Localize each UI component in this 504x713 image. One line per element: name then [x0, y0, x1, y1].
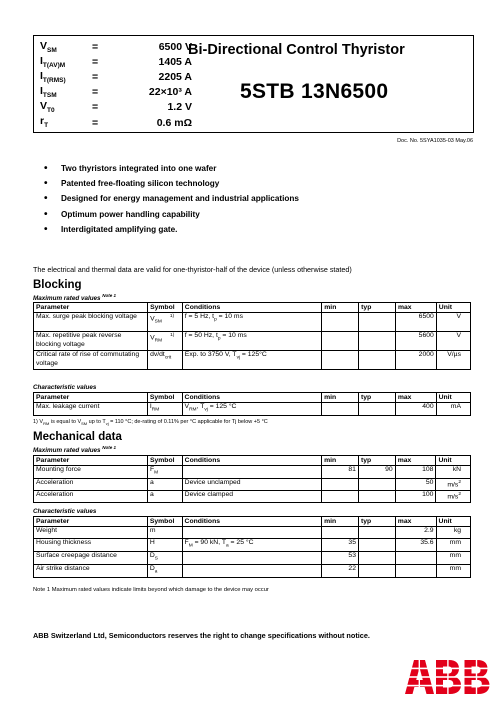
typ-cell: 90 — [358, 466, 395, 479]
symbol-text: H — [149, 539, 155, 546]
spec-value: 0.6 mΩ — [156, 116, 192, 129]
column-header-max: max — [395, 393, 436, 403]
parameter-cell: Air strike distance — [34, 564, 148, 577]
conditions-cell — [182, 313, 321, 332]
symbol-text: a — [149, 478, 154, 486]
conditions-text: = 10 ms — [220, 332, 247, 339]
min-cell — [322, 313, 359, 332]
conditions-cell — [182, 478, 321, 490]
unit-cell — [436, 551, 470, 564]
feature-item: • Designed for energy management and industrial applications — [44, 192, 299, 207]
spec-equals — [92, 39, 132, 54]
footnote-ref: 1) — [170, 333, 175, 338]
unit-cell — [436, 351, 470, 370]
unit-cell — [436, 490, 471, 502]
equals-sign: = — [92, 86, 99, 99]
parameter-cell: Surface creepage distance — [34, 551, 148, 564]
conditions-text: = 90 kN, T — [192, 539, 226, 546]
table-row — [34, 490, 471, 502]
spec-equals — [92, 100, 132, 115]
symbol-cell — [148, 351, 183, 370]
column-header-typ: typ — [359, 393, 396, 403]
max-rated-label: Maximum rated values $^{Note 1}$ — [33, 293, 117, 303]
conditions-cell — [182, 539, 322, 552]
unit-cell — [436, 539, 470, 552]
blocking-footnote: 1) $V_{RM}$ is equal to $V_{SM}$ up to $T_{vj} = 110$ °C; de-rating of 0.11% per °C applicable for Tj below +5 °C — [33, 419, 268, 427]
conditions-text: f = 50 Hz, t — [184, 332, 218, 339]
key-spec-row — [36, 115, 192, 130]
symbol-subscript: S — [154, 556, 158, 562]
equals-sign: = — [92, 116, 99, 129]
document-title: Bi-Directional Control Thyristor — [188, 42, 405, 58]
equals-sign: = — [92, 101, 99, 114]
unit-exponent: 2 — [458, 491, 461, 497]
column-header-unit: Unit — [436, 303, 470, 313]
typ-cell — [358, 539, 395, 552]
equals-sign: = — [92, 70, 99, 83]
column-header-param: Parameter — [34, 393, 148, 403]
conditions-cell — [182, 332, 321, 351]
column-header-max: max — [395, 517, 436, 527]
parameter-cell: Max. leakage current — [34, 403, 148, 416]
spec-equals — [92, 85, 132, 100]
column-header-min: min — [322, 456, 359, 466]
note-1: Note 1 Maximum rated values indicate limits beyond which damage to the device may occur — [33, 587, 269, 593]
symbol-text: a — [149, 490, 154, 498]
column-header-unit: Unit — [436, 456, 471, 466]
spec-value: 1405 A — [158, 55, 192, 68]
parameter-cell: Acceleration — [34, 490, 148, 502]
spec-symbol-letter: I — [40, 54, 43, 67]
conditions-subscript: p — [214, 317, 217, 323]
equals-sign: = — [92, 55, 99, 68]
max-cell: 50 — [395, 478, 436, 490]
spec-symbol-subscript: T(AV)M — [42, 61, 66, 69]
table-row — [34, 539, 471, 552]
spec-symbol-letter: V — [40, 100, 48, 113]
min-cell — [322, 527, 359, 539]
conditions-text: f = 5 Hz, t — [184, 313, 215, 320]
spec-symbol-subscript: T — [44, 122, 49, 130]
typ-cell — [358, 527, 395, 539]
symbol-subscript: SM — [154, 319, 162, 325]
unit-text: V — [456, 313, 461, 320]
unit-cell — [436, 564, 470, 577]
max-cell: 6500 — [395, 313, 436, 332]
table-row — [34, 403, 471, 416]
conditions-text: Exp. to 3750 V, T — [184, 351, 237, 358]
column-header-cond: Conditions — [182, 393, 322, 403]
column-header-min: min — [322, 303, 359, 313]
symbol-subscript: RM — [154, 338, 163, 344]
conditions-text: = 125°C — [240, 351, 267, 358]
spec-symbol-letter: V — [40, 39, 48, 52]
min-cell — [322, 490, 359, 502]
min-cell: 22 — [322, 564, 359, 577]
part-number: 5STB 13N6500 — [240, 80, 389, 103]
table-header-row — [34, 456, 471, 466]
spec-symbol — [36, 54, 92, 69]
conditions-cell — [182, 466, 321, 479]
max-cell: 400 — [395, 403, 436, 416]
symbol-subscript: a — [154, 569, 158, 575]
symbol-text: V — [150, 334, 155, 342]
spec-symbol — [36, 85, 92, 100]
conditions-text: V — [184, 403, 190, 410]
column-header-typ: typ — [358, 517, 395, 527]
conditions-text: = 125 °C — [207, 403, 237, 410]
unit-text: kN — [452, 466, 461, 473]
parameter-cell: Housing thickness — [34, 539, 148, 552]
min-cell: 81 — [322, 466, 359, 479]
spec-symbol-letter: I — [40, 69, 43, 82]
parameter-cell: Weight — [34, 527, 148, 539]
typ-cell — [358, 478, 395, 490]
table-row — [34, 564, 471, 577]
spec-value: 6500 V — [158, 40, 192, 53]
mechanical-char-table — [33, 516, 471, 578]
symbol-cell — [148, 313, 183, 332]
column-header-min: min — [322, 393, 359, 403]
parameter-cell: Acceleration — [34, 478, 148, 490]
spec-equals — [92, 115, 132, 130]
blocking-char-table — [33, 392, 471, 416]
max-cell: 100 — [395, 490, 436, 502]
legal-notice: ABB Switzerland Ltd, Semiconductors reserves the right to change specifications without notice. — [33, 631, 370, 640]
symbol-text: m — [149, 527, 156, 534]
unit-text: V/µs — [447, 351, 461, 358]
spec-symbol — [36, 39, 92, 54]
column-header-unit: Unit — [436, 393, 470, 403]
symbol-cell — [147, 490, 182, 502]
symbol-subscript: crit — [164, 355, 172, 361]
parameter-cell: Max. surge peak blocking voltage — [34, 313, 148, 332]
footnote-ref: 1) — [169, 314, 175, 319]
symbol-cell — [147, 527, 182, 539]
table-header-row — [34, 393, 471, 403]
conditions-cell — [182, 403, 322, 416]
key-specs-table — [36, 39, 192, 130]
unit-cell — [436, 466, 471, 479]
symbol-cell — [148, 332, 183, 351]
char-values-label: Characteristic values — [33, 508, 97, 515]
spec-equals — [92, 69, 132, 84]
conditions-text: F — [184, 539, 189, 546]
spec-value: 22×10³ A — [148, 86, 192, 99]
min-cell — [322, 332, 359, 351]
symbol-cell — [147, 466, 182, 479]
feature-list — [44, 162, 299, 238]
feature-item: • Interdigitated amplifying gate. — [44, 223, 299, 238]
spec-equals — [92, 54, 132, 69]
unit-text: mA — [450, 403, 461, 410]
feature-item: • Patented free-floating silicon technology — [44, 177, 299, 192]
column-header-cond: Conditions — [182, 456, 321, 466]
spec-symbol — [36, 69, 92, 84]
conditions-subscript: M — [188, 543, 193, 549]
conditions-cell — [182, 490, 321, 502]
max-rated-label: Maximum rated values $^{Note 1}$ — [33, 445, 117, 455]
key-spec-row — [36, 69, 192, 84]
validity-note: The electrical and thermal data are valid for one-thyristor-half of the device (unless otherwise stated) — [33, 265, 352, 274]
table-row — [34, 332, 471, 351]
spec-symbol — [36, 115, 92, 130]
char-values-label: Characteristic values — [33, 384, 97, 391]
doc-number: Doc. No. 5SYA1035-03 May.06 — [397, 138, 473, 144]
conditions-text: = 10 ms — [216, 313, 243, 320]
symbol-text: F — [149, 466, 155, 473]
unit-text: m/s — [447, 493, 459, 501]
column-header-max: max — [395, 456, 436, 466]
max-cell: 35.6 — [395, 539, 436, 552]
typ-cell — [359, 332, 396, 351]
column-header-typ: typ — [359, 303, 396, 313]
max-cell: 108 — [395, 466, 436, 479]
feature-item: • Two thyristors integrated into one wafer — [44, 162, 299, 177]
table-row — [34, 527, 471, 539]
table-row — [34, 313, 471, 332]
spec-value: 2205 A — [158, 70, 192, 83]
unit-cell — [436, 332, 470, 351]
spec-symbol-subscript: TSM — [42, 92, 57, 100]
column-header-typ: typ — [358, 456, 395, 466]
max-cell: 5600 — [395, 332, 436, 351]
conditions-cell — [182, 351, 321, 370]
symbol-cell — [147, 564, 182, 577]
key-spec-row — [36, 39, 192, 54]
unit-text: mm — [449, 564, 461, 572]
min-cell: 53 — [322, 551, 359, 564]
parameter-cell: Mounting force — [34, 466, 148, 479]
spec-symbol-letter: I — [40, 85, 43, 98]
typ-cell — [358, 490, 395, 502]
key-spec-row — [36, 54, 192, 69]
feature-item: • Optimum power handling capability — [44, 208, 299, 223]
typ-cell — [358, 551, 395, 564]
symbol-text: V — [150, 315, 155, 323]
unit-text: mm — [449, 551, 461, 559]
min-cell — [322, 478, 359, 490]
conditions-cell — [182, 527, 322, 539]
min-cell — [322, 403, 359, 416]
conditions-text: , T — [196, 403, 205, 410]
symbol-cell — [147, 403, 182, 416]
symbol-cell — [147, 478, 182, 490]
unit-cell — [436, 403, 470, 416]
typ-cell — [358, 564, 395, 577]
conditions-subscript: vj — [236, 355, 241, 361]
unit-cell — [436, 313, 470, 332]
typ-cell — [359, 313, 396, 332]
conditions-text: = 25 °C — [228, 539, 254, 546]
column-header-param: Parameter — [34, 456, 148, 466]
table-header-row — [34, 517, 471, 527]
table-row — [34, 351, 471, 370]
unit-text: V — [456, 332, 461, 339]
typ-cell — [359, 403, 396, 416]
table-row — [34, 478, 471, 490]
column-header-param: Parameter — [34, 303, 148, 313]
spec-symbol-subscript: T(RMS) — [42, 77, 66, 85]
key-spec-row — [36, 85, 192, 100]
spec-symbol-subscript: SM — [47, 46, 57, 54]
min-cell: 35 — [322, 539, 359, 552]
unit-exponent: 2 — [458, 479, 461, 485]
column-header-param: Parameter — [34, 517, 148, 527]
unit-cell — [436, 478, 471, 490]
equals-sign: = — [92, 40, 99, 53]
column-header-sym: Symbol — [147, 517, 182, 527]
spec-symbol-subscript: T0 — [47, 107, 55, 115]
spec-symbol — [36, 100, 92, 115]
symbol-cell — [147, 551, 182, 564]
column-header-cond: Conditions — [182, 517, 322, 527]
blocking-max-table — [33, 302, 471, 370]
unit-text: kg — [453, 527, 461, 534]
section-title-mechanical: Mechanical data — [33, 431, 122, 443]
max-cell: 2000 — [395, 351, 436, 370]
conditions-cell — [182, 564, 322, 577]
symbol-subscript: M — [154, 470, 159, 476]
conditions-subscript: a — [226, 543, 229, 549]
conditions-subscript: p — [217, 336, 221, 342]
column-header-sym: Symbol — [147, 456, 182, 466]
symbol-cell — [147, 539, 182, 552]
column-header-sym: Symbol — [147, 393, 182, 403]
spec-value: 1.2 V — [167, 101, 192, 114]
min-cell — [322, 351, 359, 370]
column-header-sym: Symbol — [148, 303, 183, 313]
conditions-subscript: RM — [189, 407, 197, 413]
max-cell — [395, 564, 436, 577]
max-cell — [395, 551, 436, 564]
conditions-text: Device clamped — [184, 490, 234, 498]
spec-symbol-letter: r — [40, 115, 45, 128]
conditions-text: Device unclamped — [184, 478, 241, 486]
unit-cell — [436, 527, 470, 539]
symbol-text: I — [149, 403, 152, 410]
column-header-min: min — [322, 517, 359, 527]
table-row — [34, 466, 471, 479]
column-header-cond: Conditions — [182, 303, 321, 313]
symbol-text: D — [149, 564, 155, 572]
symbol-subscript: RM — [151, 407, 160, 413]
unit-text: mm — [449, 539, 461, 546]
parameter-cell: Max. repetitive peak reverse blocking voltage — [34, 332, 148, 351]
typ-cell — [359, 351, 396, 370]
unit-text: m/s — [447, 481, 459, 489]
symbol-text: dv/dt — [150, 351, 165, 358]
section-title-blocking: Blocking — [33, 279, 82, 291]
table-header-row — [34, 303, 471, 313]
max-cell: 2.9 — [395, 527, 436, 539]
symbol-text: D — [149, 551, 155, 559]
parameter-cell: Critical rate of rise of commutating voltage — [34, 351, 148, 370]
column-header-max: max — [395, 303, 436, 313]
column-header-unit: Unit — [436, 517, 470, 527]
key-spec-row — [36, 100, 192, 115]
mechanical-max-table — [33, 455, 471, 503]
table-row — [34, 551, 471, 564]
conditions-cell — [182, 551, 322, 564]
conditions-subscript: vj — [204, 407, 208, 413]
abb-logo — [405, 660, 491, 694]
